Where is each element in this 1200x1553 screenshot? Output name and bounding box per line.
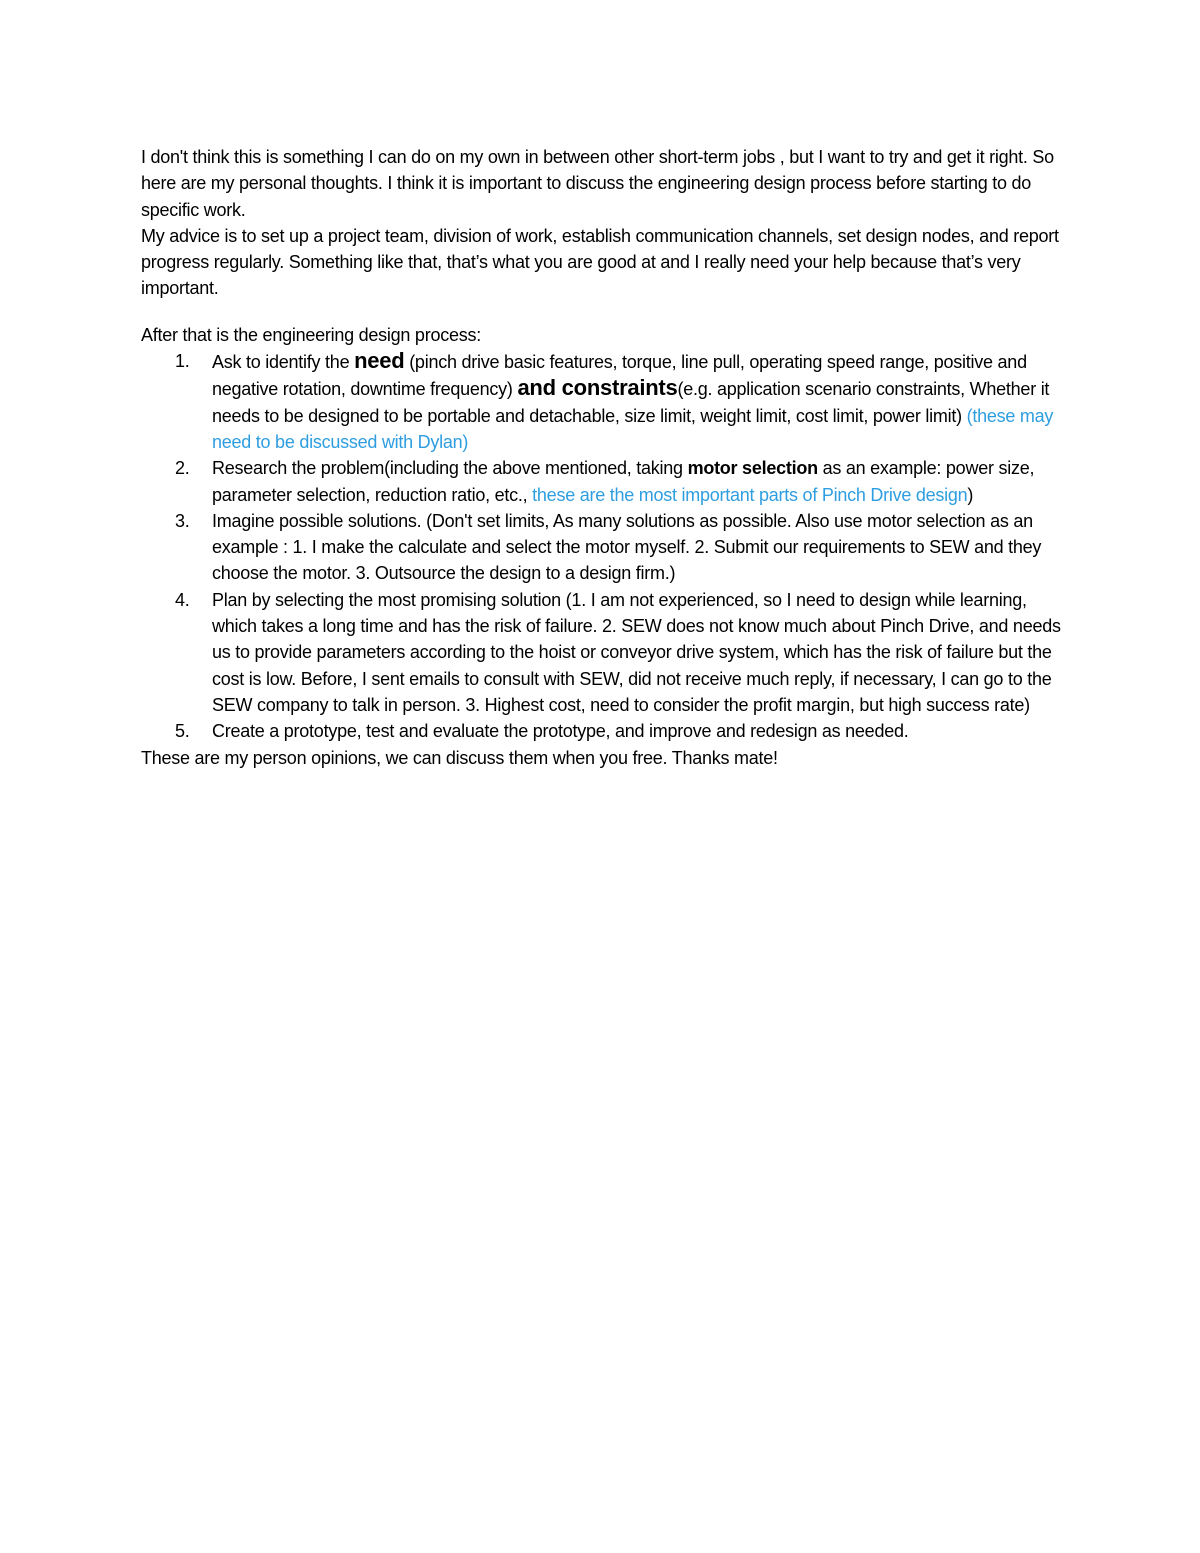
list-item-step-3 (141, 508, 1071, 587)
step-text: Create a prototype, test and evaluate the prototype, and improve and redesign as needed. (212, 721, 909, 742)
intro-paragraph-2: My advice is to set up a project team, division of work, establish communication channels, set design nodes, and report progress regularly. Something like that, that’s what you are good at and I really need your help because that’s very important. (141, 225, 1059, 299)
list-item-step-2 (141, 455, 1071, 508)
step-text: (pinch drive basic features, torque, line pull, operating speed range, positive and negative rotation, downtime frequency) (212, 352, 1027, 400)
process-heading: After that is the engineering design process: (141, 324, 481, 345)
list-item-step-4 (141, 587, 1071, 718)
need-emphasis: need (354, 348, 405, 374)
constraints-emphasis: and constraints (517, 375, 678, 401)
list-item-step-5 (141, 718, 1071, 744)
motor-selection-emphasis: motor selection (687, 458, 818, 479)
step-number: 4. (175, 589, 190, 610)
blank-line (141, 302, 1071, 322)
step-text: Plan by selecting the most promising solution (1. I am not experienced, so I need to design while learning, which takes a long time and has the risk of failure. 2. SEW does not know much about Pinch Drive, and needs us to provide parameters according to the hoist or conveyor drive system, which has the risk of failure but the cost is low. Before, I sent emails to consult with SEW, did not receive much reply, if necessary, I can go to the SEW company to talk in person. 3. Highest cost, need to consider the profit margin, but high success rate) (212, 589, 1061, 715)
step-number: 3. (175, 510, 190, 531)
design-process-list (141, 348, 1071, 744)
step-text: as an example: power size, parameter selection, reduction ratio, etc., (212, 458, 1035, 505)
step-number: 1. (175, 351, 190, 372)
important-parts-note: these are the most important parts of Pinch Drive design (532, 484, 968, 505)
step-number: 5. (175, 721, 190, 742)
step-text: Imagine possible solutions. (Don't set limits, As many solutions as possible. Also use motor selection as an example : 1. I make the calculate and select the motor myself. 2. Submit our requirements to SEW and they choose the motor. 3. Outsource the design to a design firm.) (212, 510, 1042, 584)
step-number: 2. (175, 458, 190, 479)
step-text: Ask to identify the (212, 352, 355, 373)
document-body (141, 144, 1071, 771)
list-item-step-1 (141, 348, 1071, 455)
closing-line: These are my person opinions, we can discuss them when you free. Thanks mate! (141, 747, 778, 768)
step-text: (e.g. application scenario constraints, Whether it needs to be designed to be portable and detachable, size limit, weight limit, cost limit, power limit) (212, 379, 1050, 426)
intro-paragraph-1: I don't think this is something I can do on my own in between other short-term jobs , but I want to try and get it right. So here are my personal thoughts. I think it is important to discuss the engineering design process before starting to do specific work. (141, 147, 1054, 220)
step-text: Research the problem(including the above mentioned, taking (212, 458, 688, 479)
dylan-note: (these may need to be discussed with Dylan) (212, 405, 1054, 452)
step-text: ) (967, 484, 974, 505)
